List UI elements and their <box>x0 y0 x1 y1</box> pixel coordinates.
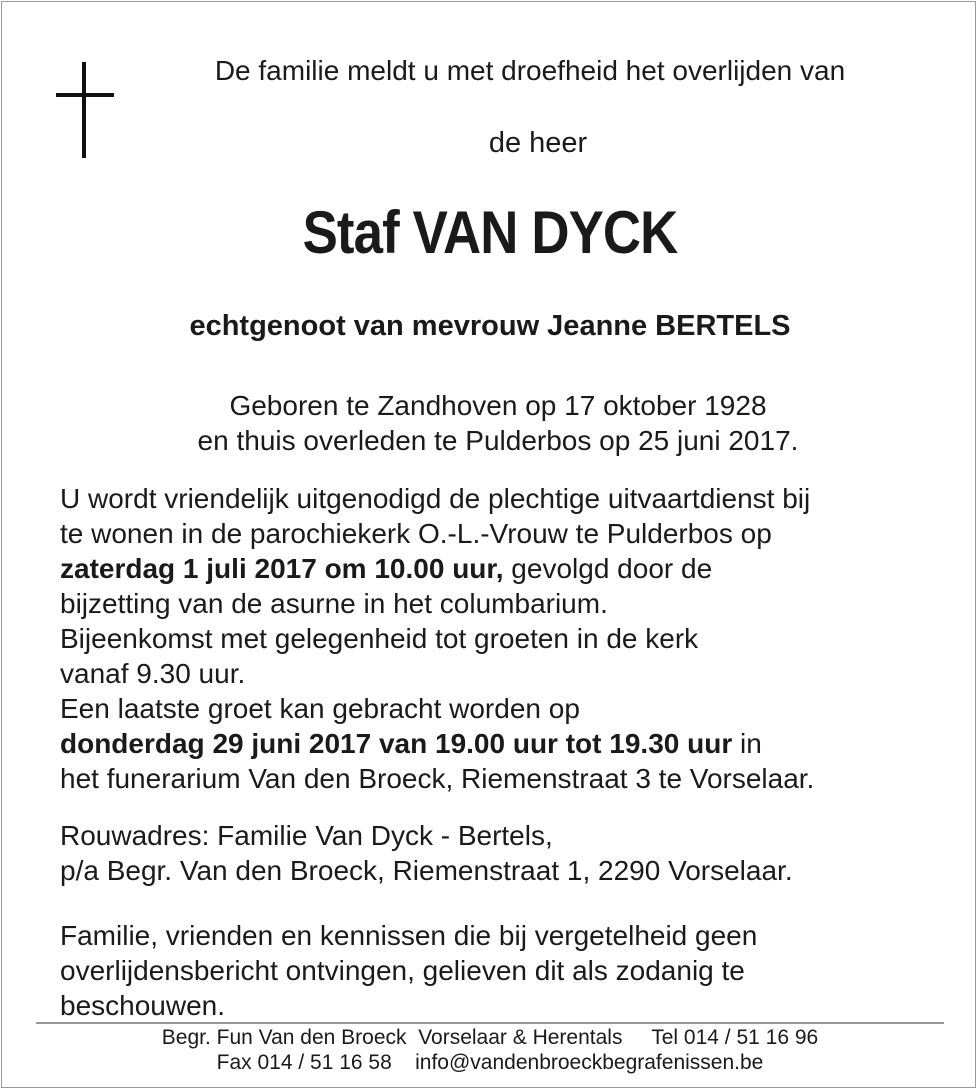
service-line: het funerarium Van den Broeck, Riemenstraat 3 te Vorselaar. <box>60 763 815 794</box>
service-line: te wonen in de parochiekerk O.-L.-Vrouw te Pulderbos op <box>60 518 772 549</box>
notice-line: Familie, vrienden en kennissen die bij vergetelheid geen <box>60 920 758 951</box>
service-paragraph <box>60 481 940 796</box>
service-line <box>60 726 940 761</box>
footer-divider <box>36 1022 944 1024</box>
service-line: U wordt vriendelijk uitgenodigd de plechtige uitvaartdienst bij <box>60 483 811 514</box>
spouse-line: echtgenoot van mevrouw Jeanne BERTELS <box>189 310 791 342</box>
address-line: p/a Begr. Van den Broeck, Riemenstraat 1, 2290 Vorselaar. <box>60 855 793 886</box>
service-line: Bijeenkomst met gelegenheid tot groeten in de kerk <box>60 623 699 654</box>
address-paragraph <box>60 818 940 888</box>
deceased-name: Staf VAN DYCK <box>302 199 678 266</box>
notice-line: beschouwen. <box>60 990 226 1021</box>
visitation-date: donderdag 29 juni 2017 van 19.00 uur tot 19.30 uur <box>60 728 733 759</box>
title-prefix: de heer <box>488 127 588 159</box>
service-line: bijzetting van de asurne in het columbarium. <box>60 588 608 619</box>
footer-email-line: Fax 014 / 51 16 58 info@vandenbroeckbegrafenissen.be <box>216 1051 764 1074</box>
service-line-rest: gevolgd door de <box>503 553 713 584</box>
service-line: vanaf 9.30 uur. <box>60 658 246 689</box>
service-line-rest: in <box>732 728 762 759</box>
dates-block <box>8 388 980 458</box>
birth-line: Geboren te Zandhoven op 17 oktober 1928 <box>229 390 767 421</box>
service-line: Een laatste groet kan gebracht worden op <box>60 693 580 724</box>
intro-text: De familie meldt u met droefheid het overlijden van <box>214 55 846 86</box>
service-line <box>60 551 940 586</box>
notice-line: overlijdensbericht ontvingen, gelieven dit als zodanig te <box>60 955 745 986</box>
death-line: en thuis overleden te Pulderbos op 25 juni 2017. <box>197 425 799 456</box>
address-line: Rouwadres: Familie Van Dyck - Bertels, <box>60 820 553 851</box>
footer-contact-line: Begr. Fun Van den Broeck Vorselaar & Herentals Tel 014 / 51 16 96 <box>161 1026 819 1049</box>
service-date: zaterdag 1 juli 2017 om 10.00 uur, <box>60 553 504 584</box>
notice-paragraph <box>60 918 940 1023</box>
